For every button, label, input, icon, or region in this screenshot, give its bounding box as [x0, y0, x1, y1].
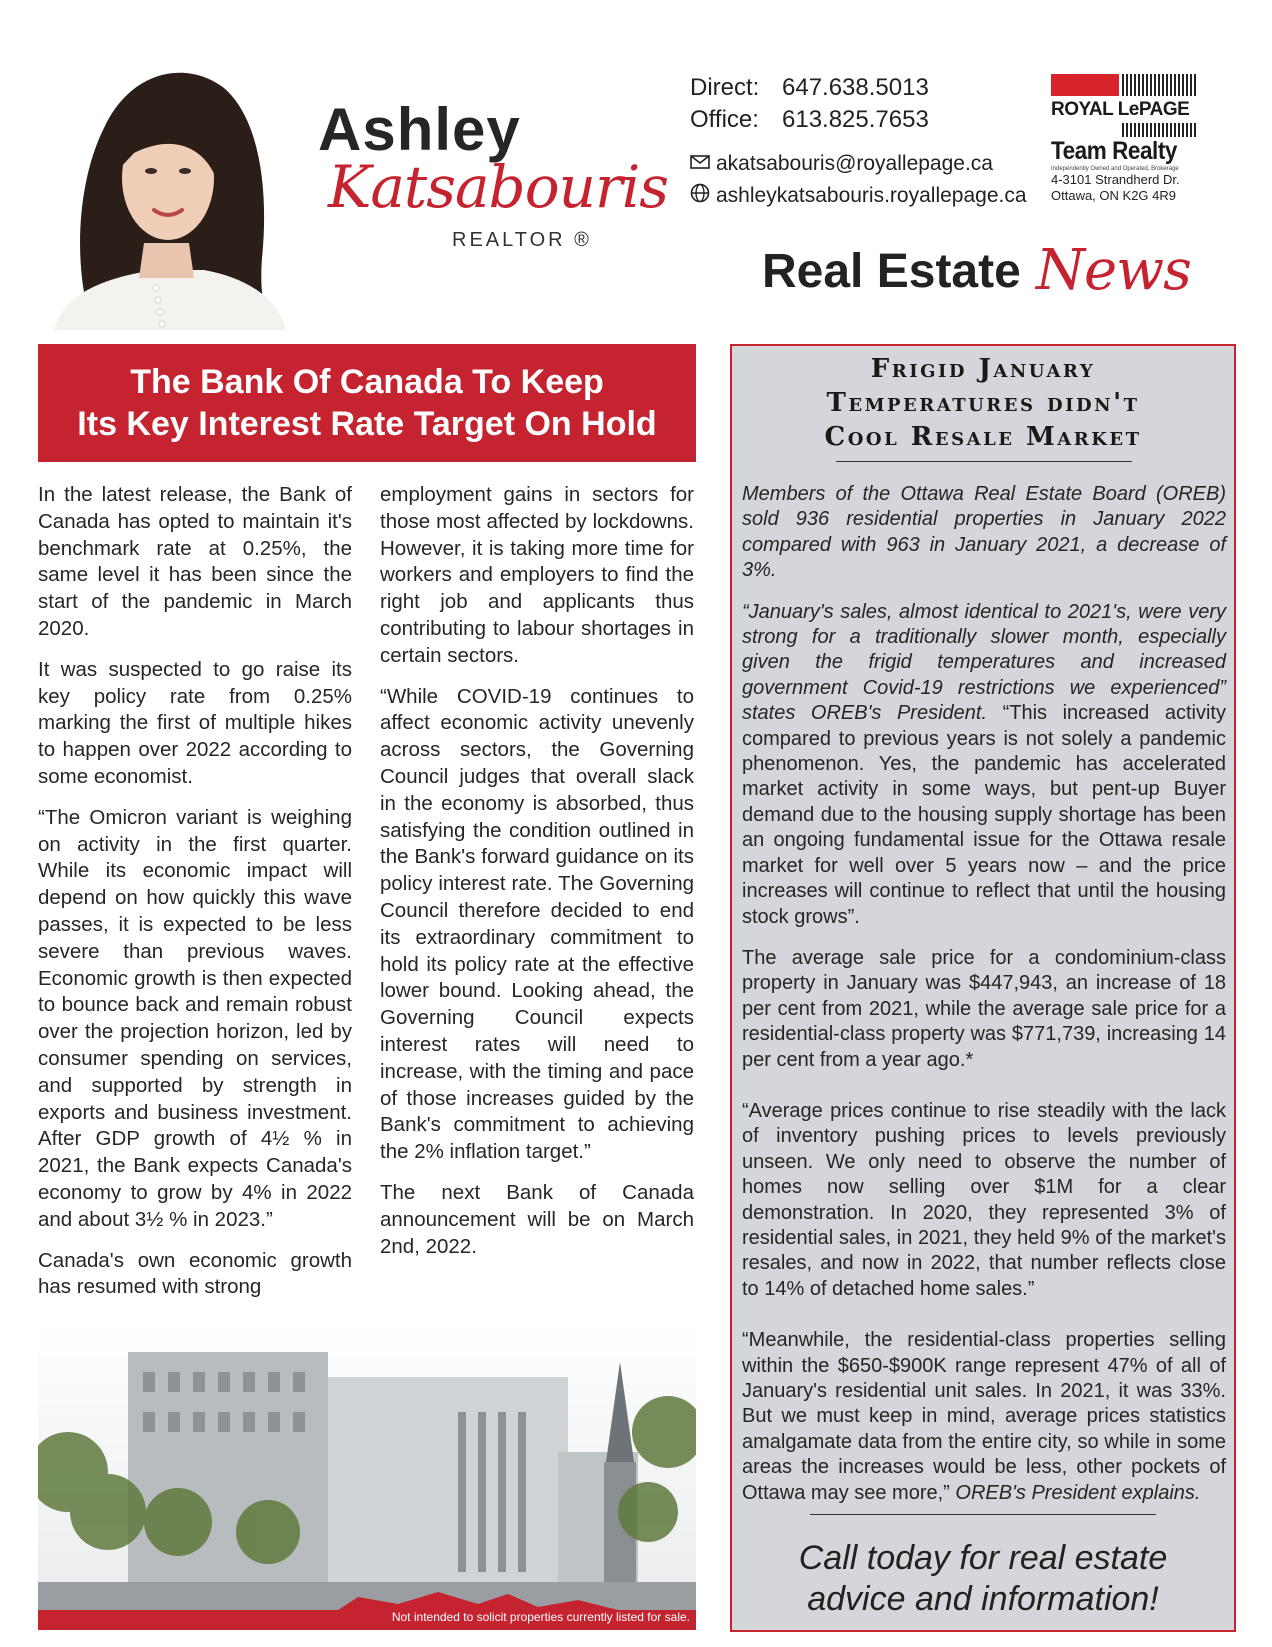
right-title-line-2: Temperatures didn't [826, 388, 1140, 418]
direct-phone-row [690, 74, 929, 102]
agent-first-name: Ashley [318, 96, 521, 163]
left-title-line-1: The Bank Of Canada To Keep [130, 363, 604, 401]
title-divider [836, 461, 1132, 462]
masthead-real-estate: Real Estate [762, 245, 1021, 298]
left-title-line-2: Its Key Interest Rate Target On Hold [77, 405, 657, 443]
left-article-column-1 [38, 482, 352, 1320]
globe-icon [690, 183, 710, 209]
quote-rest: “This increased activity compared to previous years is not solely a pandemic phenomenon. Yes, the pandemic has accelerated market activity in some ways, but pent-up Buyer demand due to the housing supply shortage has been an ongoing fundamental issue for the Ottawa resale market for well over 5 years now – and the price increases will continue to reflect that until the housing stock grows”. [742, 702, 1226, 928]
left-article-column-2 [380, 482, 694, 1320]
left-article-title-banner [38, 344, 696, 462]
paragraph [742, 600, 1226, 930]
disclaimer: Not intended to solicit properties currently listed for sale. [391, 1610, 690, 1624]
paragraph: In the latest release, the Bank of Canada has opted to maintain it's benchmark rate at 0.25%, the same level it has been since the start of the pandemic in March 2020. [38, 483, 352, 640]
cta-line-2: advice and information! [807, 1580, 1159, 1618]
office-phone[interactable]: 613.825.7653 [782, 106, 929, 133]
right-article-title [732, 352, 1234, 454]
paragraph: “The Omicron variant is weighing on activity in the first quarter. While its economic impact will depend on how quickly this wave passes, it is expected to be less severe than previous waves. Economic growth is then expected to bounce back and remain robust over the projection horizon, led by consumer spending on services, and supported by strength in exports and business investment. After GDP growth of 4½ % in 2021, the Bank expects Canada's economy to grow by 4% in 2022 and about 3½ % in 2023.” [38, 805, 352, 1231]
direct-phone[interactable]: 647.638.5013 [782, 74, 929, 101]
paragraph: employment gains in sectors for those most affected by lockdowns. However, it is taking more time for workers and employers to find the right job and applicants thus contributing to labour shortages in certain sectors. [380, 483, 694, 667]
right-title-line-3: Cool Resale Market [824, 422, 1142, 452]
email-link[interactable]: akatsabouris@royallepage.ca [716, 152, 993, 175]
address-line-1: 4-3101 Strandherd Dr. [1051, 172, 1180, 187]
bank-of-canada-photo [38, 1322, 696, 1630]
logo-bars [1051, 74, 1196, 96]
envelope-icon [690, 152, 710, 176]
agent-last-name: Katsabouris [328, 153, 669, 221]
quote-italic: “January's sales, almost identical to 2021's, were very strong for a traditionally slower month, especially given the frigid temperatures and increased government Covid-19 restrictions we experienced” states OREB's President. [742, 600, 1226, 725]
paragraph: “Average prices continue to rise steadily with the lack of inventory pushing prices to levels previously unseen. We only need to observe the number of homes now selling over $1M for a clear demonstration. In 2020, they represented 3% of residential sales, in 2021, they held 9% of the market's resales, and now in 2022, that number reflects close to 14% of detached home sales.” [742, 1099, 1226, 1300]
office-label: Office: [690, 106, 759, 133]
email-row [690, 152, 993, 176]
quote-text: “Meanwhile, the residential-class properties selling within the $650-$900K range represent 47% of all of January's residential unit sales. In 2021, it was 33%. But we must keep in mind, average prices statistics amalgamate data from the entire city, so while in some areas the increases would be less, other pockets of Ottawa may see more,” [742, 1329, 1226, 1504]
masthead-news: News [1036, 238, 1191, 303]
paragraph: Canada's own economic growth has resumed with strong [38, 1248, 352, 1299]
cta-divider [810, 1514, 1156, 1515]
paragraph: The next Bank of Canada announcement will be on March 2nd, 2022. [380, 1180, 694, 1258]
brokerage-logo [1051, 74, 1196, 172]
website-row [690, 183, 1027, 209]
agent-portrait [34, 38, 292, 330]
address-line-2: Ottawa, ON K2G 4R9 [1051, 188, 1176, 203]
logo-tagline: Independently Owned and Operated, Brokerage [1051, 166, 1179, 172]
paragraph: “While COVID-19 continues to affect economic activity unevenly across sectors, the Governing Council judges that overall slack in the economy is absorbed, thus satisfying the condition outlined in the Bank's forward guidance on its policy interest rate. The Governing Council therefore decided to end its extraordinary commitment to hold its policy rate at the effective lower bound. Looking ahead, the Governing Council expects interest rates will need to increase, with the timing and pace of those increases guided by the Bank's commitment to achieving the 2% inflation target.” [380, 684, 694, 1164]
cta-line-1: Call today for real estate [798, 1539, 1168, 1577]
office-address [1051, 172, 1180, 204]
paragraph: It was suspected to go raise its key policy rate from 0.25% marking the first of multiple hikes to happen over 2022 according to some economist. [38, 657, 352, 788]
website-link[interactable]: ashleykatsabouris.royallepage.ca [716, 184, 1027, 207]
call-to-action [740, 1538, 1226, 1620]
paragraph: Members of the Ottawa Real Estate Board (OREB) sold 936 residential properties in January 2022 compared with 963 in January 2021, a decrease of 3%. [742, 483, 1226, 582]
quote-attribution: OREB's President explains. [949, 1481, 1201, 1504]
left-article-title [47, 361, 687, 445]
paragraph [742, 1328, 1226, 1506]
logo-barcode [1122, 123, 1196, 137]
paragraph: The average sale price for a condominium-class property in January was $447,943, an increase of 18 per cent from 2021, while the average sale price for a residential-class property was $771,739, increasing 14 per cent from a year ago.* [742, 946, 1226, 1071]
direct-label: Direct: [690, 74, 760, 101]
right-title-line-1: Frigid January [870, 354, 1096, 384]
logo-team-name: Team Realty [1051, 137, 1177, 165]
right-article-body [742, 482, 1226, 1522]
office-phone-row [690, 106, 929, 134]
logo-brand-name: ROYAL LePAGE [1051, 99, 1190, 120]
agent-role: REALTOR ® [452, 229, 592, 251]
